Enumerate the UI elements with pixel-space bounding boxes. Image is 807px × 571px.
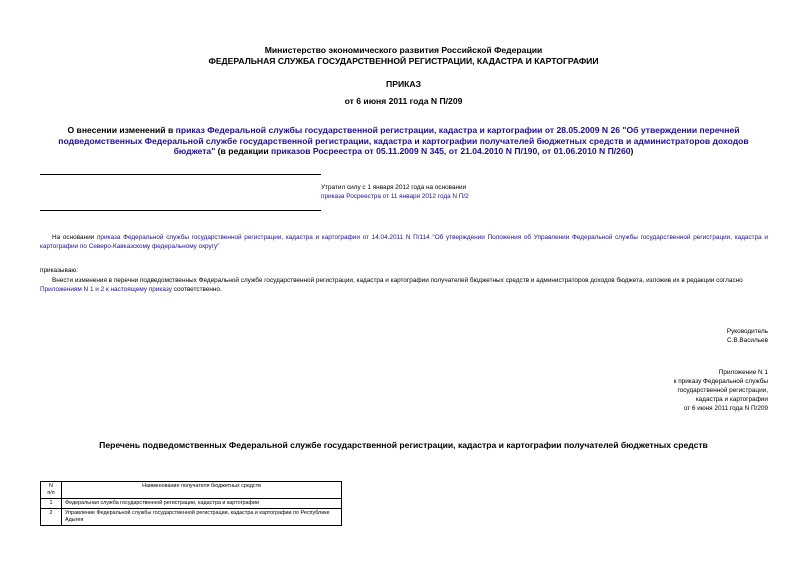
row-name: Управление Федеральной службы государственной регистрации, кадастра и картографии по Республике Адыгея xyxy=(62,509,342,526)
order-link-appendices[interactable]: Приложениям N 1 и 2 к настоящему приказу xyxy=(40,286,172,293)
title-text: ) xyxy=(630,146,634,156)
row-name: Федеральная служба государственной регистрации, кадастра и картографии xyxy=(62,499,342,509)
appendix-header xyxy=(560,368,768,413)
table-row xyxy=(41,509,342,526)
table-header-row xyxy=(41,482,342,499)
divider xyxy=(40,210,321,211)
appendix-line: кадастра и картографии xyxy=(695,396,768,403)
recipients-table xyxy=(40,481,342,526)
signer-name: С.В.Васильев xyxy=(726,337,768,344)
row-number: 2 xyxy=(41,509,62,526)
title-text: О внесении изменений в xyxy=(67,125,176,135)
order-word: приказываю: xyxy=(40,267,78,274)
order-text: Внести изменения в перечни подведомственных Федеральной службе государственной регистрации, кадастра и картографии получателей бюджетных средств и администраторов доходов бюджета, изложив их в редакции согласно xyxy=(52,277,743,284)
appendix-line: к приказу Федеральной службы xyxy=(673,378,768,385)
row-number: 1 xyxy=(41,499,62,509)
column-header-number xyxy=(41,482,62,499)
divider xyxy=(40,174,321,175)
order-paragraph xyxy=(40,276,768,294)
appendix-line: Приложение N 1 xyxy=(718,369,768,376)
service-name: ФЕДЕРАЛЬНАЯ СЛУЖБА ГОСУДАРСТВЕННОЙ РЕГИСТРАЦИИ, КАДАСТРА И КАРТОГРАФИИ xyxy=(208,56,599,66)
table-row xyxy=(41,499,342,509)
appendix-line: государственной регистрации, xyxy=(677,387,768,394)
column-header-text: N xyxy=(49,483,53,489)
appendix-line: от 6 июня 2011 года N П/209 xyxy=(683,405,768,412)
column-header-text: п/п xyxy=(47,490,55,496)
signature-block xyxy=(560,327,768,345)
status-note-text: Утратил силу с 1 января 2012 года на основании xyxy=(321,184,467,191)
basis-paragraph xyxy=(40,233,768,251)
basis-text: На основании xyxy=(52,234,97,241)
basis-link[interactable]: приказа Федеральной службы государственной регистрации, кадастра и картографии от 14.04.2011 N П/114 "Об утверждении Положения об Управлении Федеральной службы государственной регистрации, кадастра и картографии по Северо-Кавказскому федеральному округу" xyxy=(40,234,768,250)
document-title xyxy=(40,125,767,157)
title-link-order[interactable]: приказ Федеральной службы государственной регистрации, кадастра и картографии от 28.05.2009 N 26 "Об утверждении перечней подведомственных Федеральной службе государственной регистрации, кадастра и картографии получателей бюджетных средств и администраторов доходов бюджета" xyxy=(58,125,749,156)
status-note-link[interactable]: приказа Росреестра от 11 января 2012 года N П/2 xyxy=(321,193,469,200)
title-text: (в редакции xyxy=(215,146,272,156)
list-title: Перечень подведомственных Федеральной службе государственной регистрации, кадастра и картографии получателей бюджетных средств xyxy=(99,440,708,450)
document-type: ПРИКАЗ xyxy=(386,79,421,89)
column-header-name: Наименование получателя бюджетных средств xyxy=(62,482,342,499)
title-link-amendments[interactable]: приказов Росреестра от 05.11.2009 N 345, от 21.04.2010 N П/190, от 01.06.2010 N П/260 xyxy=(271,146,631,156)
signer-role: Руководитель xyxy=(726,328,768,335)
document-date: от 6 июня 2011 года N П/209 xyxy=(344,96,463,106)
order-text: соответственно. xyxy=(171,286,222,293)
ministry-name: Министерство экономического развития Российской Федерации xyxy=(264,45,543,55)
status-note xyxy=(321,183,621,201)
